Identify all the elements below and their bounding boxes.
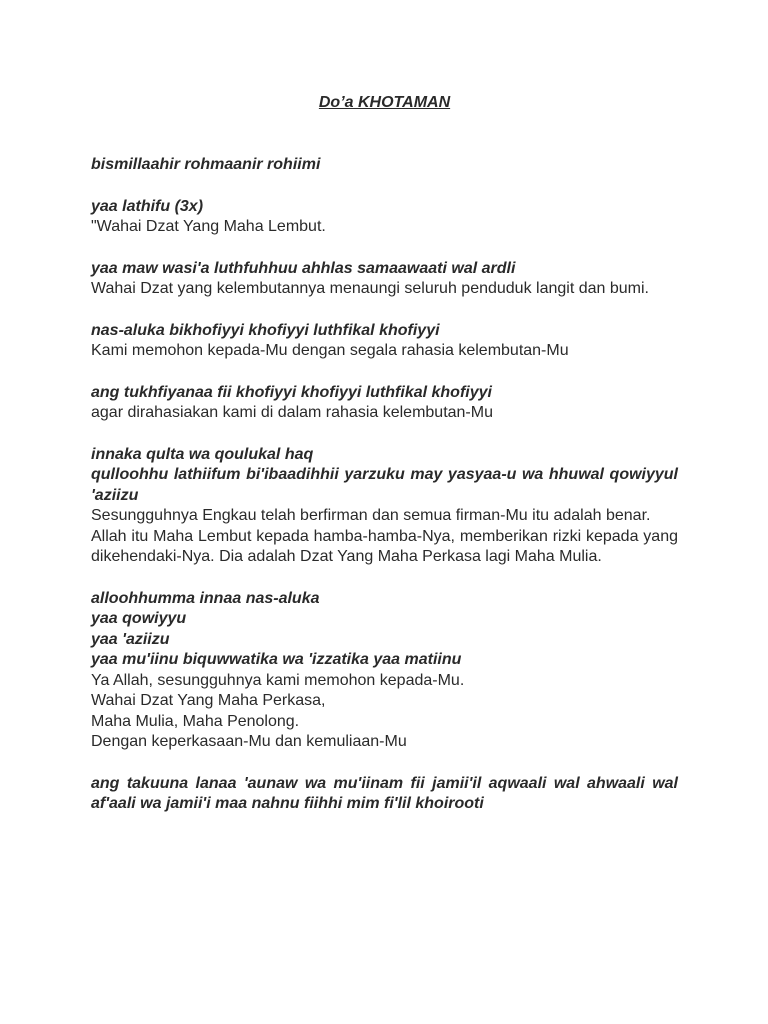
translation-line: agar dirahasiakan kami di dalam rahasia kelembutan-Mu bbox=[91, 404, 493, 421]
transliteration-line: yaa maw wasi'a luthfuhhuu ahhlas samaawaati wal ardli bbox=[91, 259, 516, 277]
translation-line: Sesungguhnya Engkau telah berfirman dan semua firman-Mu itu adalah benar. bbox=[91, 507, 651, 524]
text-block bbox=[91, 321, 678, 362]
transliteration-line: nas-aluka bikhofiyyi khofiyyi luthfikal khofiyyi bbox=[91, 321, 440, 339]
transliteration-line: yaa qowiyyu bbox=[91, 610, 187, 627]
transliteration-line: alloohhumma innaa nas-aluka bbox=[91, 589, 320, 607]
text-block bbox=[91, 383, 678, 424]
translation-line: Wahai Dzat yang kelembutannya menaungi seluruh penduduk langit dan bumi. bbox=[91, 280, 649, 297]
transliteration-line: yaa 'aziizu bbox=[91, 630, 170, 648]
text-block bbox=[91, 589, 678, 753]
document-title: Do’a KHOTAMAN bbox=[318, 94, 451, 111]
document-body bbox=[91, 155, 678, 836]
transliteration-line: ang takuuna lanaa 'aunaw wa mu'iinam fii jamii'il aqwaali wal ahwaali wal af'aali wa jamii'i maa nahnu fiihhi mim fi'lil khoirooti bbox=[91, 774, 678, 812]
transliteration-line: qulloohhu lathiifum bi'ibaadihhii yarzuku may yasyaa-u wa hhuwal qowiyyul 'aziizu bbox=[91, 466, 678, 504]
translation-line: Allah itu Maha Lembut kepada hamba-hamba-Nya, memberikan rizki kepada yang dikehendaki-Nya. Dia adalah Dzat Yang Maha Perkasa lagi Maha Mulia. bbox=[91, 527, 678, 565]
transliteration-line: ang tukhfiyanaa fii khofiyyi khofiyyi luthfikal khofiyyi bbox=[91, 383, 492, 401]
text-block bbox=[91, 445, 678, 568]
translation-line: Dengan keperkasaan-Mu dan kemuliaan-Mu bbox=[91, 733, 407, 750]
text-block bbox=[91, 197, 678, 238]
translation-line: Kami memohon kepada-Mu dengan segala rahasia kelembutan-Mu bbox=[91, 342, 569, 359]
translation-line: "Wahai Dzat Yang Maha Lembut. bbox=[91, 218, 326, 235]
transliteration-line: innaka qulta wa qoulukal haq bbox=[91, 445, 314, 463]
transliteration-line: yaa mu'iinu biquwwatika wa 'izzatika yaa matiinu bbox=[91, 651, 462, 668]
transliteration-line: bismillaahir rohmaanir rohiimi bbox=[91, 156, 321, 173]
transliteration-line: yaa lathifu (3x) bbox=[91, 197, 204, 215]
text-block bbox=[91, 259, 678, 300]
translation-line: Maha Mulia, Maha Penolong. bbox=[91, 712, 300, 730]
text-block bbox=[91, 774, 678, 815]
translation-line: Wahai Dzat Yang Maha Perkasa, bbox=[91, 692, 326, 709]
translation-line: Ya Allah, sesungguhnya kami memohon kepada-Mu. bbox=[91, 671, 465, 689]
text-block bbox=[91, 155, 678, 176]
